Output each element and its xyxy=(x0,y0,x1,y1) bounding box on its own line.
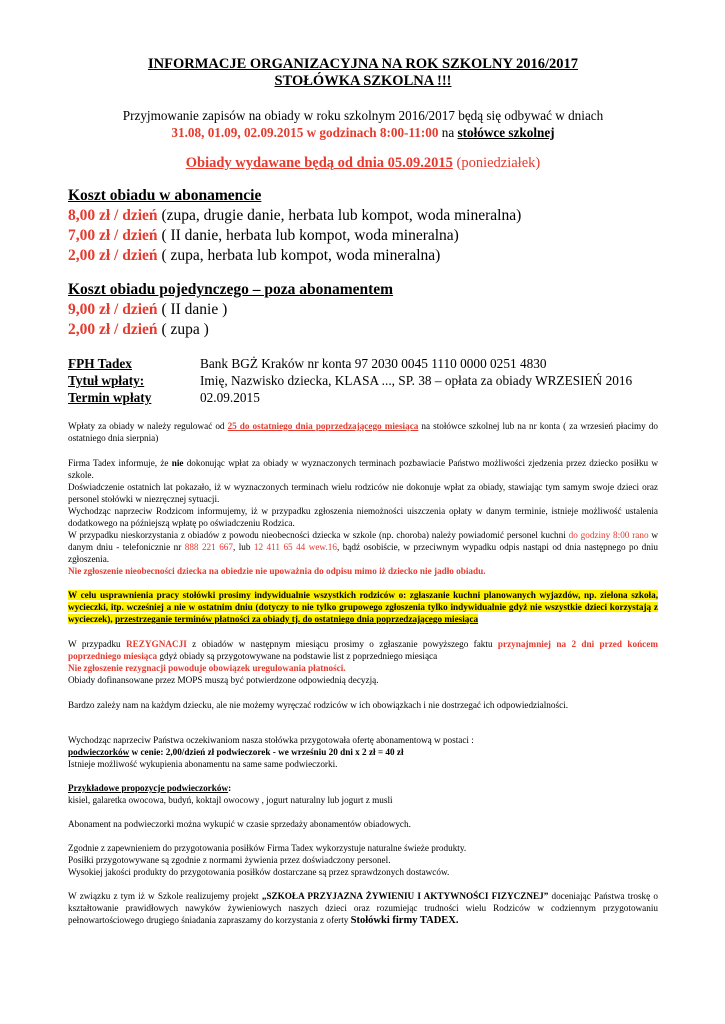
payment-details xyxy=(68,355,658,406)
snacks-examples-heading: Przykładowe propozycje podwieczorków xyxy=(68,783,229,793)
single-meal-price: 9,00 zł / dzień xyxy=(68,301,158,318)
subscription-price: 7,00 zł / dzień xyxy=(68,227,158,244)
subscription-item xyxy=(68,206,658,226)
title-line-2: STOŁÓWKA SZKOLNA !!! xyxy=(274,73,452,89)
info-p3: Wychodząc naprzeciw Rodzicom informujemy, iż w przypadku zgłoszenia niemożności uiszczenia opłaty w danym terminie, istnieje możliwość ustalenia dodatkowego na późniejszą wpłatę po oświadczeniu Rodzica. xyxy=(68,506,658,528)
subscription-desc: ( zupa, herbata lub kompot, woda mineralna) xyxy=(157,247,441,264)
subscription-section xyxy=(68,186,658,266)
info-p4-a: W przypadku nieskorzystania z obiadów z powodu nieobecności dziecka w szkole (np. choroba) należy powiadomić personel kuchni xyxy=(68,530,569,540)
registration-na: na xyxy=(438,125,458,140)
info-p4-g: , bądź osobiście, w przeciwnym wypadku odpis nastąpi od dnia następnego po dniu zgłoszenia. xyxy=(68,542,658,564)
payment-value: Imię, Nazwisko dziecka, KLASA ..., SP. 38 – opłata za obiady WRZESIEŃ 2016 xyxy=(200,373,633,388)
highlight-text: W celu usprawnienia pracy stołówki prosimy indywidualnie wszystkich rodziców o: zgłaszanie kuchni planowanych wyjazdów, np. zielona szkoła, wycieczki, itp. wcześniej a nie w ostatnim dniu (dotyczy to nie tylko grupowego zgłoszenia tylko indywidualnie gdyż nie wszystkie dzieci korzystają z wycieczek), xyxy=(68,590,658,624)
project-signature: Stołówki firmy TADEX. xyxy=(350,915,459,926)
project-name: „SZKOŁA PRZYJAZNA ŻYWIENIU I AKTYWNOŚCI FIZYCZNEJ” xyxy=(261,891,549,901)
title-line-1: INFORMACJE ORGANIZACYJNA NA ROK SZKOLNY 2016/2017 xyxy=(147,56,579,72)
snacks-only: Istnieje możliwość wykupienia abonamentu na same same podwieczorki. xyxy=(68,759,338,769)
project-section xyxy=(68,890,658,927)
single-meal-heading: Koszt obiadu pojedynczego – poza abonamentem xyxy=(68,281,394,298)
snacks-section xyxy=(68,734,658,830)
payment-row xyxy=(68,389,658,406)
resignation-a: W przypadku xyxy=(68,639,127,649)
payment-row xyxy=(68,355,658,372)
quality-line: Wysokiej jakości produkty do przygotowania posiłków dostarczane są przez sprawdzonych dostawców. xyxy=(68,867,450,877)
project-a: W związku z tym iż w Szkole realizujemy projekt xyxy=(68,891,262,901)
subscription-desc: ( II danie, herbata lub kompot, woda mineralna) xyxy=(157,227,459,244)
snacks-label: podwieczorków xyxy=(68,747,130,757)
serving-start-date: Obiady wydawane będą od dnia 05.09.2015 xyxy=(185,155,453,171)
single-meal-item xyxy=(68,300,658,320)
document-title xyxy=(68,56,658,90)
resignation-note xyxy=(68,638,658,686)
registration-dates: 31.08, 01.09, 02.09.2015 w godzinach 8:00-11:00 xyxy=(171,125,439,140)
resignation-e: gdyż obiady są przygotowywane na podstawie list z poprzedniego miesiąca xyxy=(157,651,438,661)
snacks-price: w cenie: 2,00/dzień zł podwieczorek - we wrześniu 20 dni x 2 zł = 40 zł xyxy=(129,747,404,757)
payment-label: Termin wpłaty xyxy=(68,390,152,405)
single-meal-item xyxy=(68,320,658,340)
subscription-heading: Koszt obiadu w abonamencie xyxy=(68,187,262,204)
single-meal-desc: ( zupa ) xyxy=(157,321,209,338)
document-page xyxy=(68,56,658,927)
highlight-notice xyxy=(68,589,658,625)
payment-value: Bank BGŻ Kraków nr konta 97 2030 0045 1110 0000 0251 4830 xyxy=(200,356,547,371)
single-meal-price: 2,00 zł / dzień xyxy=(68,321,158,338)
quality-line: Posiłki przygotowywane są zgodnie z normami żywienia przez doświadczony personel. xyxy=(68,855,391,865)
info-p4-c: w danym dniu - telefonicznie nr xyxy=(68,530,659,552)
resignation-c: z obiadów w następnym miesiącu prosimy o zgłaszanie powyższego faktu xyxy=(186,639,498,649)
payment-row xyxy=(68,372,658,389)
payment-deadline-note xyxy=(68,420,658,444)
info-p2: Doświadczenie ostatnich lat pokazało, iż w wyznaczonych terminach wielu rodziców nie dokonuje wpłat za obiady, stawiając tym samym swoje dzieci oraz personel stołówki w niezręcznej sytuacji. xyxy=(68,482,658,504)
quality-section xyxy=(68,842,658,878)
resignation-deadline: przynajmniej na 2 dni przed końcem poprzedniego miesiąca xyxy=(68,639,658,661)
quality-line: Zgodnie z zapewnieniem do przygotowania posiłków Firma Tadex wykorzystuje naturalne świeże produkty. xyxy=(68,843,467,853)
highlight-deadline: przestrzeganie terminów płatności za obiady tj. do ostatniego dnia poprzedzającego miesiąca xyxy=(114,614,479,624)
payment-label: FPH Tadex xyxy=(68,356,132,371)
payment-text-c: na stołówce szkolnej lub na nr konta ( za wrzesień płacimy do ostatniego dnia sierpnia) xyxy=(68,421,658,443)
project-c: doceniając Państwa troskę o kształtowanie prawidłowych nawyków żywieniowych naszych dzieci oraz rozumiejąc trudności wielu Rodziców w codziennym przygotowaniu pełnowartościowego drugiego śniadania zapraszamy do korzystania z oferty xyxy=(68,891,658,925)
resignation-mops: Obiady dofinansowane przez MOPS muszą być potwierdzone odpowiednią decyzją. xyxy=(68,675,379,685)
serving-start-day: (poniedziałek) xyxy=(452,155,541,171)
info-p5: Nie zgłoszenie nieobecności dziecka na obiedzie nie upoważnia do odpisu mimo iż dziecko nie jadło obiadu. xyxy=(68,566,486,576)
parents-note xyxy=(68,699,658,711)
subscription-price: 8,00 zł / dzień xyxy=(68,207,158,224)
snacks-intro: Wychodząc naprzeciw Państwa oczekiwaniom nasza stołówka przygotowała ofertę abonamentową w postaci : xyxy=(68,735,474,745)
subscription-desc: (zupa, drugie danie, herbata lub kompot, woda mineralna) xyxy=(157,207,522,224)
registration-line: Przyjmowanie zapisów na obiady w roku szkolnym 2016/2017 będą się odbywać w dniach xyxy=(122,108,604,123)
subscription-item xyxy=(68,246,658,266)
info-phone-1: 888 221 667 xyxy=(184,542,233,552)
registration-info xyxy=(68,107,658,141)
subscription-item xyxy=(68,226,658,246)
serving-start xyxy=(68,155,658,172)
info-p4-e: , lub xyxy=(232,542,254,552)
info-p4-deadline: do godziny 8:00 rano xyxy=(568,530,649,540)
registration-place: stołówce szkolnej xyxy=(457,125,555,140)
snacks-purchase: Abonament na podwieczorki można wykupić w czasie sprzedaży abonamentów obiadowych. xyxy=(68,819,411,829)
info-p1-c: dokonując wpłat za obiady w wyznaczonych terminach pozbawiacie Państwo możliwości zjedzenia przez dziecko posiłku w szkole. xyxy=(68,458,659,480)
payment-text-a: Wpłaty za obiady w należy regulować od xyxy=(68,421,228,431)
snacks-examples: kisiel, galaretka owocowa, budyń, koktajl owocowy , jogurt naturalny lub jogurt z musli xyxy=(68,795,393,805)
payment-deadline: 25 do ostatniego dnia poprzedzającego miesiąca xyxy=(227,421,419,431)
info-p1-nie: nie xyxy=(171,458,184,468)
payment-value: 02.09.2015 xyxy=(200,390,260,405)
resignation-keyword: REZYGNACJI xyxy=(126,639,187,649)
single-meal-section xyxy=(68,280,658,340)
snacks-examples-colon: : xyxy=(228,783,232,793)
info-p1-a: Firma Tadex informuje, że xyxy=(68,458,172,468)
subscription-price: 2,00 zł / dzień xyxy=(68,247,158,264)
payment-label: Tytuł wpłaty: xyxy=(68,373,145,388)
tadex-info xyxy=(68,457,658,577)
info-phone-2: 12 411 65 44 wew.16 xyxy=(253,542,337,552)
parents-note-text: Bardzo zależy nam na każdym dziecku, ale nie możemy wyręczać rodziców w ich obowiązkach i nie dostrzegać ich odpowiedzialności. xyxy=(68,700,568,710)
resignation-warning: Nie zgłoszenie rezygnacji powoduje obowiązek uregulowania płatności. xyxy=(68,663,346,673)
single-meal-desc: ( II danie ) xyxy=(157,301,228,318)
